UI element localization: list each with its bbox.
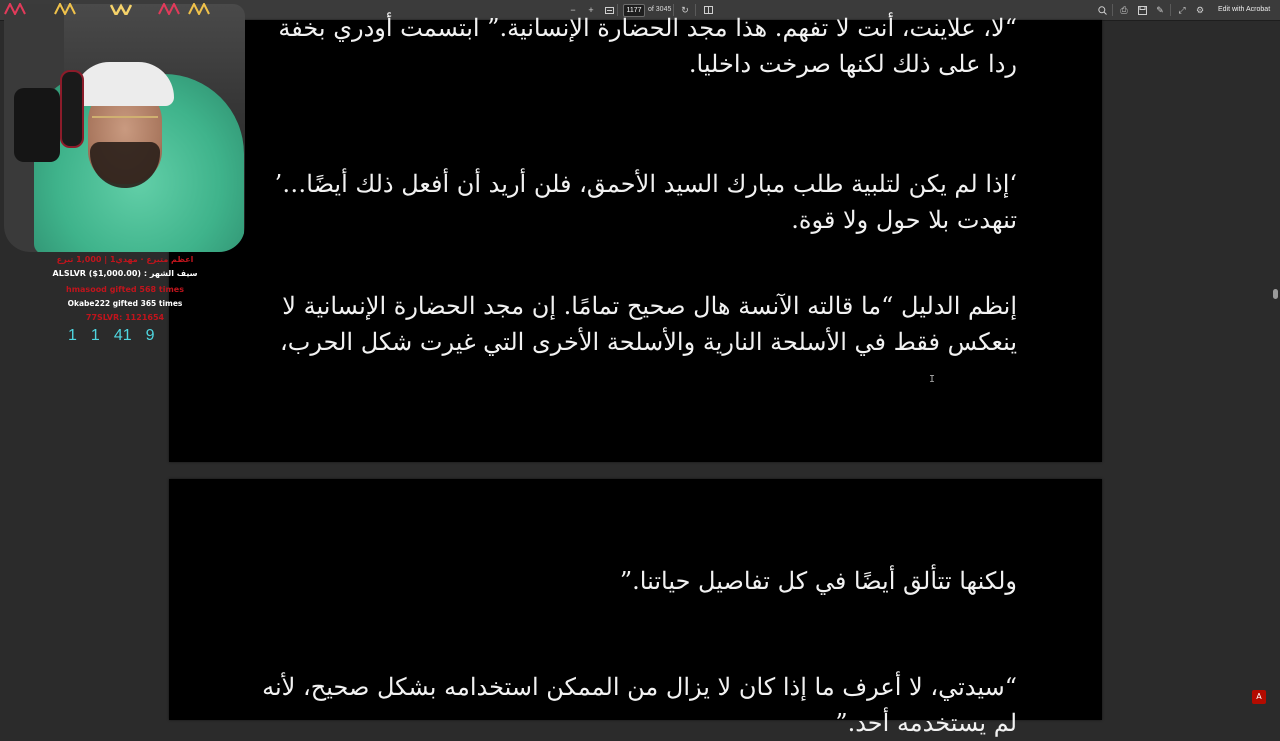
- badge-icon: [54, 3, 76, 15]
- crown-icon: [110, 3, 132, 15]
- badge-icon: [188, 3, 210, 15]
- gift-line: hmasood gifted 568 times: [66, 285, 184, 294]
- paragraph: “سيدتي، لا أعرف ما إذا كان لا يزال من الممكن استخدامه بشكل صحيح، لأنه لم يستخدمه أحد.”: [262, 673, 1017, 737]
- gift-line: Okabe222 gifted 365 times: [67, 299, 183, 308]
- webcam-overlay: [4, 4, 245, 252]
- counter-digit: 1: [68, 327, 77, 344]
- save-icon[interactable]: [1135, 3, 1149, 17]
- glasses-icon: [92, 116, 158, 134]
- paragraph: ‘إذا لم يكن لتلبية طلب مبارك السيد الأحمق، فلن أريد أن أفعل ذلك أيضًا…’ تنهدت بلا حول ولا قوة.: [274, 170, 1017, 234]
- counter-digit: 9: [145, 327, 155, 344]
- top-donor-line: اعظم متبرع · مهدي1 | 1,000 تبرع: [56, 255, 194, 264]
- acrobat-icon[interactable]: A: [1252, 690, 1266, 704]
- pdf-page: [169, 14, 1102, 462]
- badge-icon: [158, 3, 180, 15]
- scrollbar-thumb[interactable]: [1273, 289, 1278, 299]
- pdf-page: [169, 479, 1102, 737]
- page-number-input[interactable]: 1177: [623, 4, 645, 17]
- edit-with-acrobat-button[interactable]: Edit with Acrobat: [1218, 6, 1271, 13]
- expand-icon[interactable]: ⤢: [1178, 4, 1186, 15]
- stream-counter: [68, 327, 155, 345]
- toolbar-separator: [1112, 4, 1113, 16]
- zoom-out-icon[interactable]: −: [570, 5, 576, 15]
- print-icon[interactable]: ⎙: [1120, 4, 1128, 15]
- microphone-icon: [14, 88, 60, 162]
- overlay-badges: [4, 0, 214, 18]
- cap-icon: [74, 62, 174, 106]
- settings-icon[interactable]: ⚙: [1195, 4, 1205, 15]
- paragraph: “لا، علاينت، أنت لا تفهم. هذا مجد الحضارة الإنسانية.” ابتسمت أودري بخفة ردا على ذلك لكنها صرخت داخليا.: [278, 14, 1017, 78]
- paragraph: ولكنها تتألق أيضًا في كل تفاصيل حياتنا.”: [619, 567, 1017, 595]
- counter-digit: 41: [113, 327, 132, 344]
- rotate-icon[interactable]: ↻: [681, 4, 689, 15]
- search-icon[interactable]: [1095, 3, 1109, 17]
- gift-line: 77SLVR: 1121654: [85, 313, 165, 322]
- toolbar-separator: [1170, 4, 1171, 16]
- headset-icon: [60, 70, 84, 148]
- counter-digit: 1: [90, 327, 100, 344]
- zoom-in-icon[interactable]: +: [588, 5, 594, 15]
- badge-icon: [4, 3, 26, 15]
- page-total-label: of 3045: [648, 6, 672, 13]
- sword-of-month-line: ALSLVR ($1,000.00) : سيف الشهر: [52, 269, 198, 278]
- paragraph: إنظم الدليل “ما قالته الآنسة هال صحيح تمامًا. إن مجد الحضارة الإنسانية لا ينعكس فقط في الأسلحة النارية والأسلحة الأخرى التي غيرت شكل الحرب،: [280, 292, 1017, 356]
- highlight-icon[interactable]: ✎: [1156, 4, 1164, 15]
- text-cursor-icon: I: [929, 374, 936, 385]
